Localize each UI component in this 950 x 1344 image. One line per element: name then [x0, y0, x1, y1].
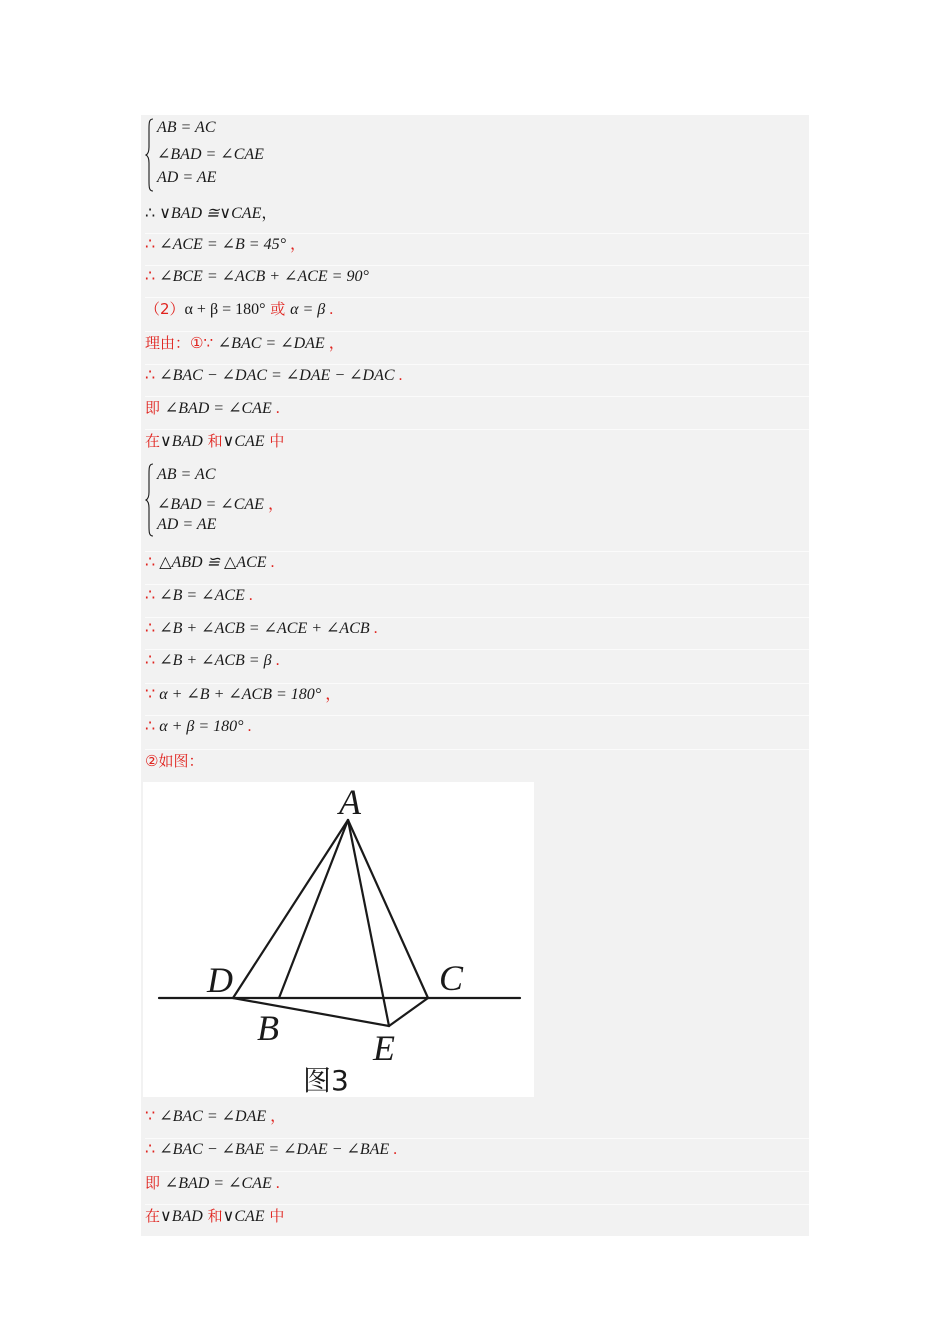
figure-caption: 图3	[303, 1064, 349, 1097]
segment-ae	[348, 820, 389, 1026]
math-expression: ∠B + ∠ACB = ∠ACE + ∠ACB	[159, 620, 370, 637]
math-expression: ∨BAD	[160, 433, 203, 450]
punctuation: .	[266, 554, 275, 571]
because-symbol: ∵	[145, 1108, 160, 1125]
point-label-a: A	[339, 782, 361, 822]
point-label-b: B	[257, 1008, 279, 1048]
connector-text: 中	[264, 1207, 285, 1225]
math-expression: ∠ACE = ∠B = 45°	[159, 236, 286, 253]
math-expression: ∠BCE = ∠ACB + ∠ACE = 90°	[159, 268, 369, 285]
proof-line	[145, 551, 809, 574]
connector-text: 和	[202, 1207, 223, 1225]
math-expression: ∠BAD = ∠CAE	[164, 400, 272, 417]
math-expression: △ABD ≌ △ACE	[159, 554, 267, 571]
left-brace-icon	[145, 117, 155, 193]
math-expression: ∨CAE	[222, 433, 265, 450]
punctuation: ，	[266, 1108, 287, 1125]
punctuation: .	[244, 587, 253, 604]
math-expression: α + ∠B + ∠ACB = 180°	[159, 686, 322, 703]
point-label-c: C	[439, 958, 464, 998]
math-expression: ∠BAC − ∠DAC = ∠DAE − ∠DAC	[159, 367, 395, 384]
therefore-symbol: ∴	[145, 367, 160, 384]
punctuation: .	[389, 1141, 398, 1158]
proof-line	[145, 1106, 809, 1128]
because-symbol: ∵	[145, 686, 160, 703]
math-expression: ∠B + ∠ACB = β	[159, 652, 272, 669]
proof-line	[145, 1138, 809, 1161]
proof-line	[145, 617, 809, 640]
connector-text: 和	[202, 432, 223, 450]
math-expression: ∠BAD = ∠CAE	[164, 1175, 272, 1192]
proof-line	[145, 265, 809, 288]
system-row: AD = AE	[157, 169, 217, 186]
math-expression: ∠B = ∠ACE	[159, 587, 245, 604]
proof-line	[145, 715, 809, 738]
math-expression: ∨CAE	[222, 1208, 265, 1225]
system-row: AB = AC	[157, 119, 216, 136]
punctuation: .	[243, 718, 252, 735]
punctuation: ，	[261, 205, 278, 222]
punctuation: ，	[263, 496, 284, 513]
punctuation: ，	[324, 335, 345, 352]
math-expression: ∨BAD	[160, 1208, 203, 1225]
segment-ac	[348, 820, 428, 998]
proof-line	[145, 683, 809, 706]
punctuation: .	[394, 367, 403, 384]
proof-line	[145, 203, 809, 225]
math-expression: ∠BAC = ∠DAE	[217, 335, 325, 352]
proof-line	[145, 396, 809, 420]
connector-text: 在	[145, 432, 161, 450]
proof-line	[145, 1171, 809, 1195]
punctuation: .	[325, 301, 334, 318]
punctuation: ，	[321, 686, 342, 703]
math-expression: α + β = 180°	[184, 301, 266, 318]
proof-line	[145, 584, 809, 607]
therefore-symbol: ∴	[145, 652, 160, 669]
figure-intro-text: ②如图：	[145, 752, 204, 770]
therefore-symbol: ∴	[145, 1141, 160, 1158]
system-row: ∠BAD = ∠CAE	[157, 146, 264, 163]
therefore-symbol: ∴	[145, 620, 160, 637]
proof-line	[145, 297, 809, 321]
system-row	[157, 491, 284, 514]
system-row: AD = AE	[157, 516, 217, 533]
connector-text: 即	[145, 399, 165, 417]
proof-line	[145, 649, 809, 672]
math-expression: ∠BAC = ∠DAE	[159, 1108, 267, 1125]
punctuation: .	[271, 652, 280, 669]
therefore-symbol: ∴	[145, 236, 160, 253]
math-expression: α + β = 180°	[159, 718, 244, 735]
point-label-e: E	[373, 1028, 395, 1068]
proof-line	[145, 364, 809, 387]
system-row: AB = AC	[157, 466, 216, 483]
solution-panel	[141, 115, 809, 1236]
connector-text: 或	[265, 300, 291, 318]
connector-text: 中	[264, 432, 285, 450]
therefore-symbol: ∴	[145, 718, 160, 735]
proof-line	[145, 749, 809, 773]
proof-line	[145, 429, 809, 453]
proof-line	[145, 1204, 809, 1228]
left-brace-icon	[145, 462, 155, 538]
therefore-symbol: ∴	[145, 554, 160, 571]
part-label: （2）	[145, 300, 185, 318]
segment-ec	[389, 998, 428, 1026]
math-expression: ∨BAD ≅∨CAE	[159, 205, 262, 222]
geometry-figure	[143, 782, 534, 1097]
proof-line	[145, 331, 809, 355]
reason-label: 理由：①∵	[145, 334, 218, 352]
therefore-symbol: ∴	[145, 205, 160, 222]
connector-text: 即	[145, 1174, 165, 1192]
therefore-symbol: ∴	[145, 268, 160, 285]
punctuation: .	[369, 620, 378, 637]
math-expression: ∠BAD = ∠CAE	[157, 496, 264, 513]
figure-canvas	[143, 782, 534, 1097]
math-expression: ∠BAC − ∠BAE = ∠DAE − ∠BAE	[159, 1141, 390, 1158]
connector-text: 在	[145, 1207, 161, 1225]
math-expression: α = β	[290, 301, 326, 318]
punctuation: .	[271, 1175, 280, 1192]
punctuation: .	[271, 400, 280, 417]
proof-line	[145, 233, 809, 256]
point-label-d: D	[207, 960, 233, 1000]
therefore-symbol: ∴	[145, 587, 160, 604]
punctuation: ，	[285, 236, 306, 253]
